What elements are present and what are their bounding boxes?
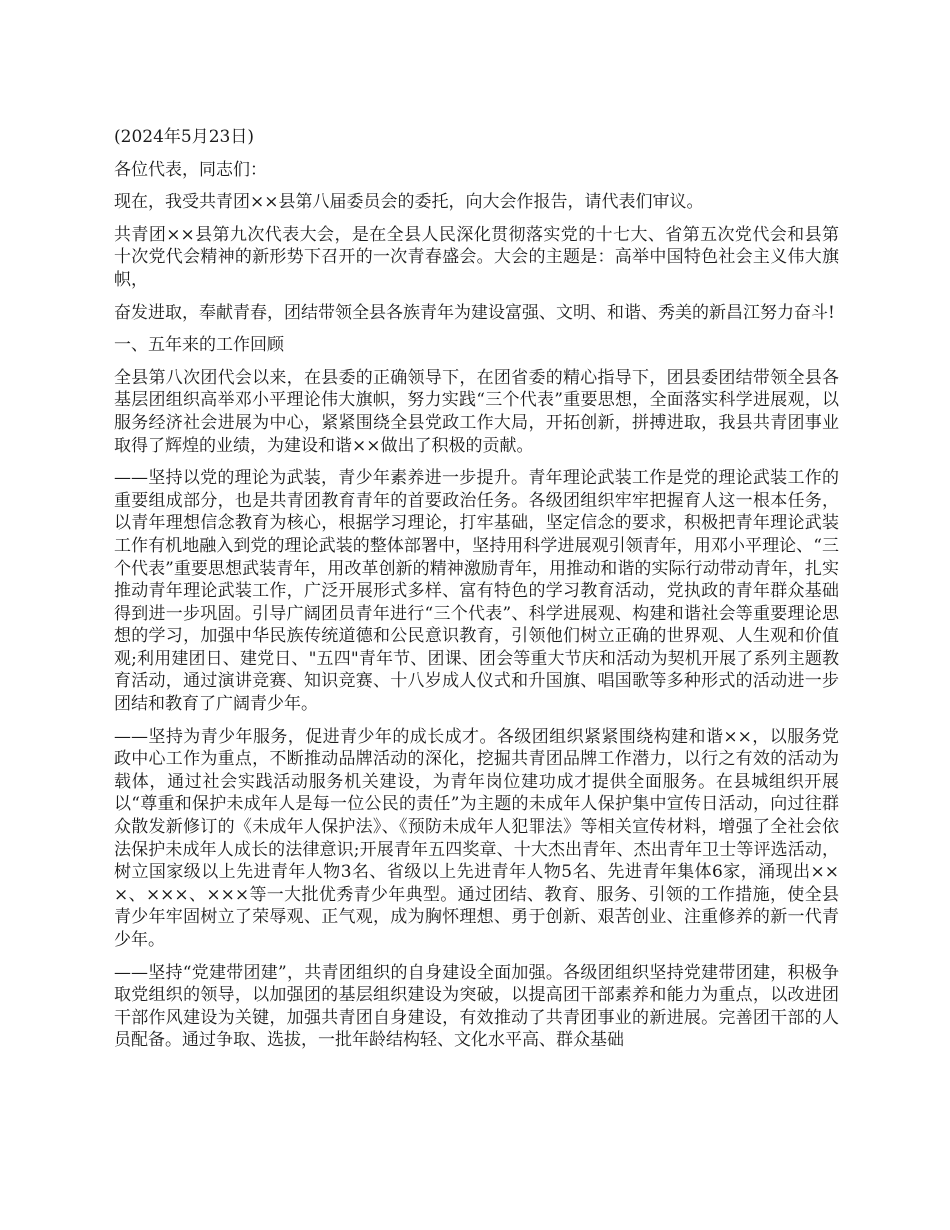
salutation: 各位代表，同志们：	[114, 159, 267, 180]
theme-paragraph: 共青团××县第九次代表大会，是在全县人民深化贯彻落实党的十七大、省第五次党代会和县第十次党代会精神的新形势下召开的一次青春盛会。大会的主题是：高举中国特色社会主义伟大旗帜，	[114, 224, 839, 290]
party-building-paragraph: ——坚持“党建带团建”，共青团组织的自身建设全面加强。各级团组织坚持党建带团建，积极争取党组织的领导，以加强团的基层组织建设为突破，以提高团干部素养和能力为重点，以改进团干部作风建设为关键，加强共青团自身建设，有效推动了共青团事业的新进展。完善团干部的人员配备。通过争取、选拔，一批年龄结构轻、文化水平高、群众基础	[114, 962, 839, 1051]
intro-paragraph: 现在，我受共青团××县第八届委员会的委托，向大会作报告，请代表们审议。	[114, 192, 704, 213]
theory-paragraph: ——坚持以党的理论为武装，青少年素养进一步提升。青年理论武装工作是党的理论武装工作的重要组成部分，也是共青团教育青年的首要政治任务。各级团组织牢牢把握育人这一根本任务，以青年理想信念教育为核心，根据学习理论，打牢基础，坚定信念的要求，积极把青年理论武装工作有机地融入到党的理论武装的整体部署中，坚持用科学进展观引领青年，用邓小平理论、“三个代表”重要思想武装青年，用改革创新的精神激励青年，用推动和谐的实际行动带动青年，扎实推动青年理论武装工作，广泛开展形式多样、富有特色的学习教育活动，党执政的青年群众基础得到进一步巩固。引导广阔团员青年进行“三个代表”、科学进展观、构建和谐社会等重要理论思想的学习，加强中华民族传统道德和公民意识教育，引领他们树立正确的世界观、人生观和价值观;利用建团日、建党日、"五四"青年节、团课、团会等重大节庆和活动为契机开展了系列主题教育活动，通过演讲竞赛、知识竞赛、十八岁成人仪式和升国旗、唱国歌等多种形式的活动进一步团结和教育了广阔青少年。	[114, 468, 839, 715]
document-page	[114, 126, 839, 1062]
date-line: (2024年5月23日)	[114, 127, 254, 147]
service-paragraph: ——坚持为青少年服务，促进青少年的成长成才。各级团组织紧紧围绕构建和谐××，以服务党政中心工作为重点，不断推动品牌活动的深化，挖掘共青团品牌工作潜力，以行之有效的活动为载体，通过社会实践活动服务机关建设，为青年岗位建功成才提供全面服务。在县城组织开展以“尊重和保护未成年人是每一位公民的责任”为主题的未成年人保护集中宣传日活动，向过往群众散发新修订的《未成年人保护法》、《预防未成年人犯罪法》等相关宣传材料，增强了全社会依法保护未成年人成长的法律意识;开展青年五四奖章、十大杰出青年、杰出青年卫士等评选活动，树立国家级以上先进青年人物3名、省级以上先进青年人物5名、先进青年集体6家，涌现出×××、×××、×××等一大批优秀青少年典型。通过团结、教育、服务、引领的工作措施，使全县青少年牢固树立了荣辱观、正气观，成为胸怀理想、勇于创新、艰苦创业、注重修养的新一代青少年。	[114, 726, 839, 950]
review-paragraph: 全县第八次团代会以来，在县委的正确领导下，在团省委的精心指导下，团县委团结带领全县各基层团组织高举邓小平理论伟大旗帜，努力实践“三个代表”重要思想，全面落实科学进展观，以服务经济社会进展为中心，紧紧围绕全县党政工作大局，开拓创新，拼搏进取，我县共青团事业取得了辉煌的业绩，为建设和谐××做出了积极的贡献。	[114, 367, 839, 456]
theme-continuation-paragraph: 奋发进取，奉献青春，团结带领全县各族青年为建设富强、文明、和谐、秀美的新昌江努力奋斗!	[114, 302, 835, 323]
section-heading: 一、五年来的工作回顾	[114, 335, 284, 356]
